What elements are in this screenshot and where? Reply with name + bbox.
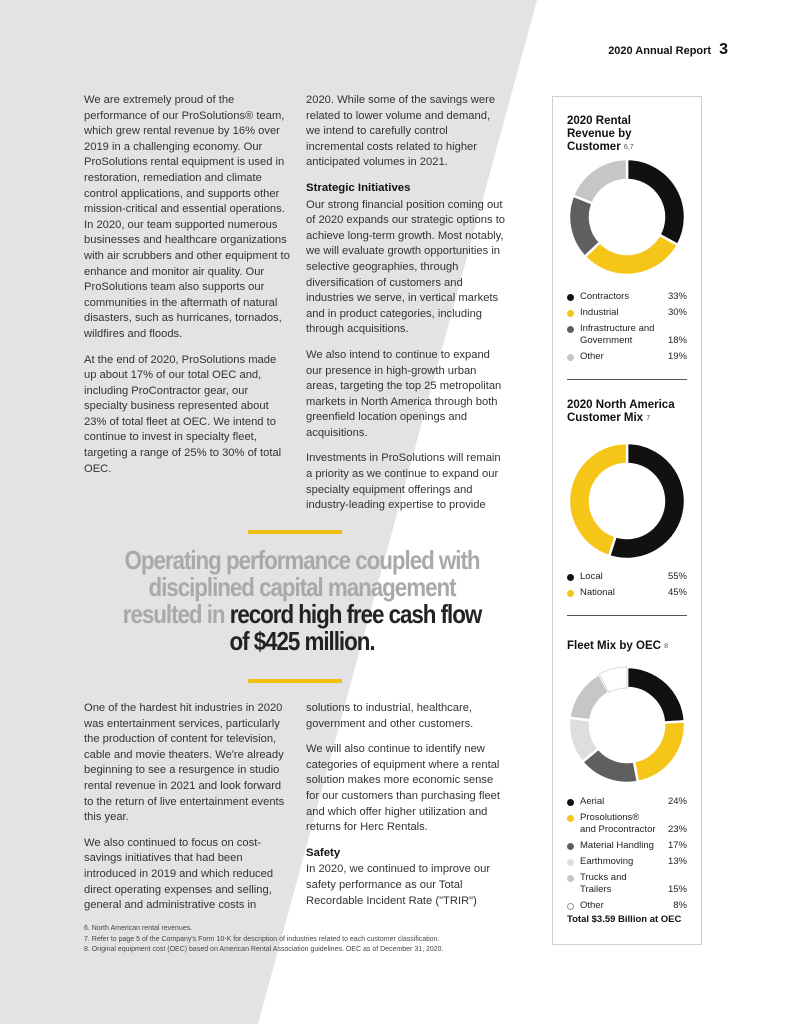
paragraph: Our strong financial position coming out of 2020 expands our strategic options to achieve long-term growth. Most notably, we will evaluate growth opportunities in selective geographies, through diversification of customers and industries we serve, in vertical markets and in product categories, including through acquisitions. <box>306 198 506 336</box>
legend-swatch <box>567 815 574 822</box>
legend-swatch <box>567 903 574 910</box>
donut-slice-other <box>573 159 627 203</box>
legend-swatch <box>567 843 574 850</box>
legend-label: Industrial <box>580 307 619 318</box>
chart-legend <box>567 796 687 916</box>
legend-label: Aerial <box>580 796 605 807</box>
legend-item <box>567 307 687 319</box>
legend-value: 18% <box>667 335 687 346</box>
footnote-ref: 8 <box>664 643 669 650</box>
paragraph: We are extremely proud of the performance of our ProSolutions® team, which grew rental revenue by 16% over 2019 in a challenging economy. Our ProSolutions rental equipment is used in restoration, remediation and climate control applications, and supports other mission-critical and essential operations. In 2020, our team supported numerous businesses and healthcare organizations with air scrubbers and other equipment to enhance and monitor air quality. Our ProSolutions team also supports our communities in the aftermath of natural disasters, such as hurricanes, tornados, wildfires and floods. <box>84 94 290 340</box>
legend-value: 15% <box>667 884 687 895</box>
quote-top-rule <box>248 530 342 534</box>
legend-value: 45% <box>667 587 687 598</box>
legend-label: Local <box>580 571 603 582</box>
donut-slice-contractors <box>627 159 685 245</box>
legend-value: 19% <box>667 351 687 362</box>
pull-quote-text: Operating performance coupled with disciplined capital management resulted in <box>122 545 480 629</box>
donut-chart <box>567 665 687 785</box>
charts-sidebar <box>552 96 702 945</box>
paragraph: One of the hardest hit industries in 2020 was entertainment services, particularly the production of content for television, cable and movie theaters. We're already beginning to see a resurgence in studio rental revenue in 2021 and look forward to the return of live entertainment events this year. <box>84 702 285 824</box>
legend-swatch <box>567 326 574 333</box>
page-header <box>608 41 728 59</box>
legend-item <box>567 840 687 852</box>
legend-item <box>567 796 687 808</box>
pull-quote <box>120 547 485 655</box>
legend-value: 30% <box>667 307 687 318</box>
paragraph: We also intend to continue to expand our presence in high-growth urban areas, targeting the top 25 metropolitan markets in North America through both greenfield location openings and acquisitions. <box>306 348 502 439</box>
legend-swatch <box>567 310 574 317</box>
footnotes <box>84 924 524 956</box>
quote-bottom-rule <box>248 679 342 683</box>
legend-value: 23% <box>667 824 687 835</box>
text-column-1 <box>84 93 290 487</box>
legend-value: 13% <box>667 856 687 867</box>
legend-item <box>567 291 687 303</box>
legend-label: National <box>580 587 615 598</box>
legend-label: Trucks and Trailers <box>580 872 627 895</box>
chart-title <box>567 399 687 425</box>
legend-swatch <box>567 875 574 882</box>
legend-item <box>567 900 687 912</box>
donut-chart <box>567 441 687 561</box>
legend-swatch <box>567 590 574 597</box>
divider <box>567 379 687 380</box>
legend-item <box>567 323 687 347</box>
section-heading: Strategic Initiatives <box>306 181 411 194</box>
legend-label: Prosolutions® and Procontractor <box>580 812 656 835</box>
paragraph: We also continued to focus on cost-savings initiatives that had been introduced in 2019 and which reduced direct operating expenses and selling, general and administrative costs in <box>84 836 274 912</box>
legend-label: Contractors <box>580 291 630 302</box>
chart-title <box>567 640 687 653</box>
donut-slice-prosolutions-and-procontractor <box>634 721 685 782</box>
chart-title-text: Fleet Mix by OEC <box>567 640 661 652</box>
legend-swatch <box>567 799 574 806</box>
footnote: 7. Refer to page 5 of the Company's Form 10-K for description of industries related to each customer classification. <box>84 935 440 943</box>
legend-label: Material Handling <box>580 840 654 851</box>
paragraph: Investments in ProSolutions will remain a priority as we continue to expand our specialty equipment offerings and industry-leading expertise to provide <box>306 452 501 512</box>
divider <box>567 615 687 616</box>
paragraph: solutions to industrial, healthcare, government and other customers. <box>306 702 474 730</box>
legend-value: 33% <box>667 291 687 302</box>
legend-value: 55% <box>667 571 687 582</box>
legend-value: 17% <box>667 840 687 851</box>
legend-label: Earthmoving <box>580 856 634 867</box>
donut-slice-aerial <box>627 667 685 723</box>
footnote-ref: 7 <box>646 415 651 422</box>
chart-legend <box>567 291 687 367</box>
legend-swatch <box>567 859 574 866</box>
donut-chart <box>567 157 687 277</box>
paragraph: In 2020, we continued to improve our safety performance as our Total Recordable Incident Rate ("TRIR") <box>306 863 491 907</box>
fleet-total: Total $3.59 Billion at OEC <box>567 914 682 925</box>
legend-item <box>567 351 687 363</box>
paragraph: We will also continue to identify new categories of equipment where a rental solution makes more economic sense for our customers than purchasing fleet and which offer higher utilization and returns for Herc Rentals. <box>306 743 501 834</box>
legend-swatch <box>567 294 574 301</box>
chart-title <box>567 115 677 154</box>
legend-label: Other <box>580 351 604 362</box>
legend-value: 24% <box>667 796 687 807</box>
text-column-2 <box>306 93 506 524</box>
pull-quote-emphasis: record high free cash flow of $425 million. <box>229 599 482 656</box>
legend-swatch <box>567 354 574 361</box>
legend-swatch <box>567 574 574 581</box>
text-column-4 <box>306 701 506 919</box>
legend-label: Infrastructure and Government <box>580 323 655 346</box>
legend-label: Other <box>580 900 604 911</box>
paragraph: At the end of 2020, ProSolutions made up about 17% of our total OEC and, including ProContractor gear, our specialty business represented about 23% of total fleet at OEC. We intend to continue to invest in specialty fleet, targeting a range of 25% to 30% of total OEC. <box>84 353 282 475</box>
legend-item <box>567 872 687 896</box>
section-heading: Safety <box>306 846 341 859</box>
chart-title-text: 2020 Rental Revenue by Customer <box>567 115 632 153</box>
paragraph: 2020. While some of the savings were related to lower volume and demand, we intend to carefully control incremental costs related to higher anticipated volumes in 2021. <box>306 94 496 169</box>
chart-title-text: 2020 North America Customer Mix <box>567 399 675 424</box>
legend-item <box>567 812 687 836</box>
donut-slice-infrastructure-and-government <box>569 196 600 257</box>
footnote: 6. North American rental revenues. <box>84 925 193 932</box>
legend-value: 8% <box>673 900 687 911</box>
page-number: 3 <box>719 41 728 58</box>
footnote-ref: 6,7 <box>623 144 634 151</box>
legend-item <box>567 587 687 599</box>
footnote: 8. Original equipment cost (OEC) based on American Rental Association guidelines. OEC as of December 31, 2020. <box>84 946 444 953</box>
report-title: 2020 Annual Report <box>608 45 712 57</box>
text-column-3 <box>84 701 290 924</box>
legend-item <box>567 571 687 583</box>
chart-legend <box>567 571 687 603</box>
legend-item <box>567 856 687 868</box>
